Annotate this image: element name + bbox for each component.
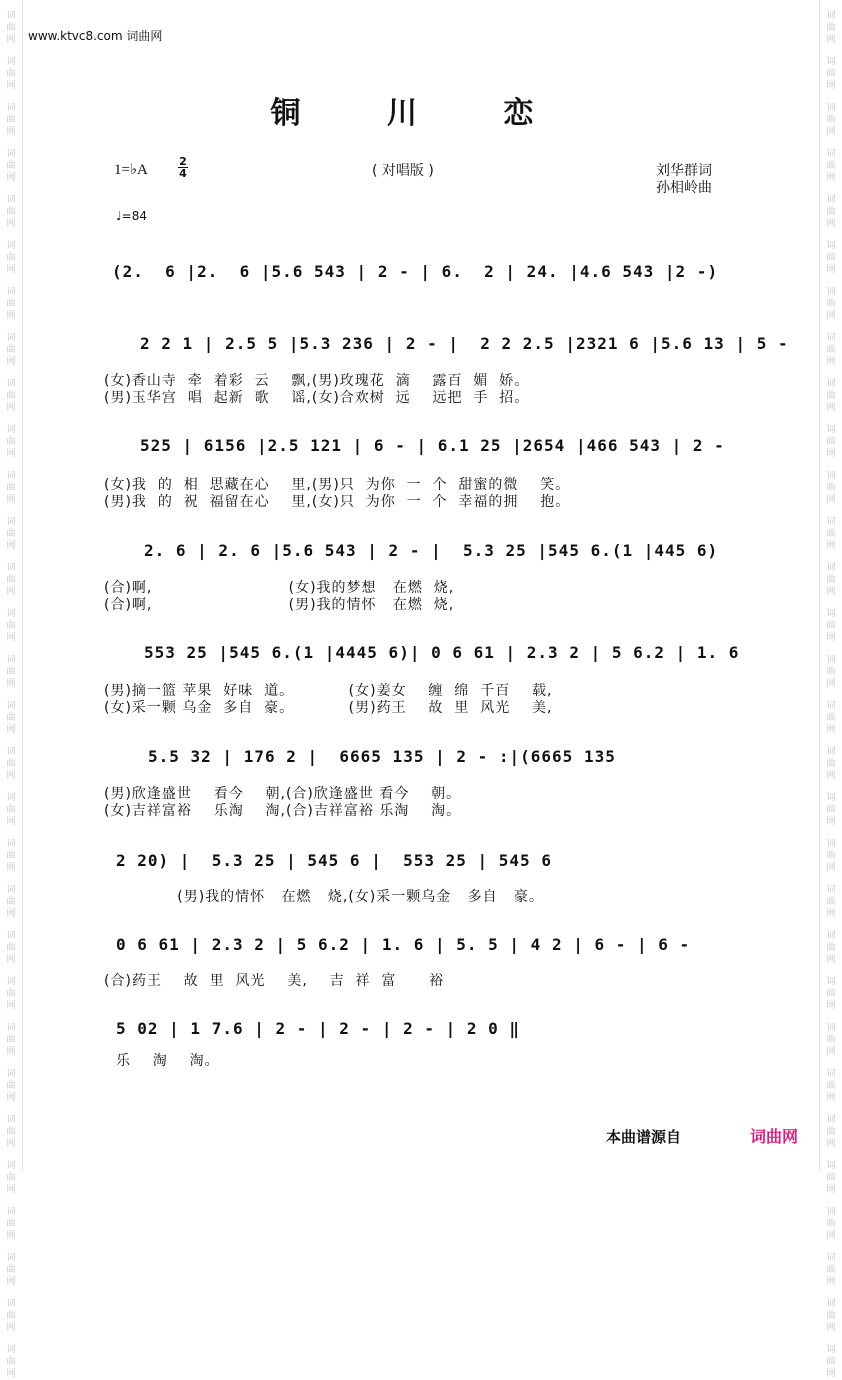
watermark-text: 词曲网 bbox=[826, 149, 836, 183]
notation-line: 0 6 61 | 2.3 2 | 5 6.2 | 1. 6 | 5. 5 | 4 2 | 6 - | 6 - bbox=[116, 935, 691, 954]
watermark-text: 词曲网 bbox=[826, 977, 836, 1011]
watermark-text: 词曲网 bbox=[6, 655, 16, 689]
watermark-text: 词曲网 bbox=[6, 885, 16, 919]
watermark-text: 词曲网 bbox=[826, 793, 836, 827]
meter-bottom: 4 bbox=[179, 167, 187, 180]
lyric-line: (女)我 的 相 思藏在心 里,(男)只 为你 一 个 甜蜜的微 笑。 bbox=[104, 477, 571, 493]
notation-line: (2. 6 |2. 6 |5.6 543 | 2 - | 6. 2 | 24. |4.6 543 |2 -) bbox=[112, 262, 719, 281]
credits bbox=[656, 163, 712, 197]
left-watermark-strip bbox=[0, 0, 23, 1379]
watermark-text: 词曲网 bbox=[6, 11, 16, 45]
lyricist: 刘华群词 bbox=[656, 163, 712, 179]
lyric-line: (男)我的情怀 在燃 烧,(女)采一颗乌金 多自 豪。 bbox=[150, 889, 544, 905]
watermark-text: 词曲网 bbox=[826, 11, 836, 45]
lyric-line: 乐 淘 淘。 bbox=[116, 1053, 220, 1069]
watermark-text: 词曲网 bbox=[826, 1161, 836, 1195]
watermark-text: 词曲网 bbox=[6, 103, 16, 137]
notation-line: 5 02 | 1 7.6 | 2 - | 2 - | 2 - | 2 0 ‖ bbox=[116, 1019, 521, 1038]
watermark-text: 词曲网 bbox=[6, 195, 16, 229]
watermark-text: 词曲网 bbox=[826, 1115, 836, 1149]
watermark-text: 词曲网 bbox=[6, 1023, 16, 1057]
watermark-text: 词曲网 bbox=[826, 839, 836, 873]
lyric-line: (男)我 的 祝 福留在心 里,(女)只 为你 一 个 幸福的拥 抱。 bbox=[104, 494, 571, 510]
notation-line: 553 25 |545 6.(1 |4445 6)| 0 6 61 | 2.3 2 | 5 6.2 | 1. 6 bbox=[144, 643, 740, 662]
notation-line: 2 20) | 5.3 25 | 545 6 | 553 25 | 545 6 bbox=[116, 851, 552, 870]
watermark-text: 词曲网 bbox=[826, 1345, 836, 1379]
site-url: www.ktvc8.com 词曲网 bbox=[28, 29, 163, 43]
watermark-text: 词曲网 bbox=[826, 425, 836, 459]
watermark-text: 词曲网 bbox=[826, 1299, 836, 1333]
key-signature: 1=♭A bbox=[114, 162, 148, 178]
lyric-line: (男)欣逢盛世 看今 朝,(合)欣逢盛世 看今 朝。 bbox=[104, 786, 462, 802]
watermark-text: 词曲网 bbox=[6, 517, 16, 551]
watermark-text: 词曲网 bbox=[6, 747, 16, 781]
watermark-text: 词曲网 bbox=[826, 1023, 836, 1057]
watermark-text: 词曲网 bbox=[826, 747, 836, 781]
watermark-text: 词曲网 bbox=[826, 1253, 836, 1287]
watermark-text: 词曲网 bbox=[6, 1069, 16, 1103]
brand-link[interactable]: 词曲网 bbox=[750, 1127, 799, 1146]
tempo-marking: ♩=84 bbox=[116, 209, 147, 223]
lyric-line: (女)吉祥富裕 乐淘 淘,(合)吉祥富裕 乐淘 淘。 bbox=[104, 803, 462, 819]
watermark-text: 词曲网 bbox=[6, 793, 16, 827]
watermark-text: 词曲网 bbox=[6, 609, 16, 643]
notation-line: 2 2 1 | 2.5 5 |5.3 236 | 2 - | 2 2 2.5 |2321 6 |5.6 13 | 5 - bbox=[140, 334, 789, 353]
watermark-text: 词曲网 bbox=[826, 931, 836, 965]
watermark-text: 词曲网 bbox=[6, 149, 16, 183]
time-signature bbox=[178, 156, 188, 179]
watermark-text: 词曲网 bbox=[6, 379, 16, 413]
watermark-text: 词曲网 bbox=[826, 333, 836, 367]
notation-line: 525 | 6156 |2.5 121 | 6 - | 6.1 25 |2654 |466 543 | 2 - bbox=[140, 436, 725, 455]
notation-line: 5.5 32 | 176 2 | 6665 135 | 2 - :|(6665 135 bbox=[148, 747, 616, 766]
version-label: ( 对唱版 ) bbox=[372, 163, 434, 179]
lyric-line: (男)玉华宫 唱 起新 歌 谣,(女)合欢树 远 远把 手 招。 bbox=[104, 390, 530, 406]
lyric-line: (男)摘一篮 苹果 好味 道。 (女)姜女 缠 绵 千百 载, bbox=[104, 683, 553, 699]
watermark-text: 词曲网 bbox=[826, 379, 836, 413]
song-title: 铜 川 恋 bbox=[270, 96, 572, 131]
watermark-text: 词曲网 bbox=[826, 655, 836, 689]
watermark-text: 词曲网 bbox=[826, 609, 836, 643]
watermark-text: 词曲网 bbox=[6, 931, 16, 965]
watermark-text: 词曲网 bbox=[826, 1207, 836, 1241]
source-label: 本曲谱源自 bbox=[606, 1128, 682, 1146]
watermark-text: 词曲网 bbox=[6, 563, 16, 597]
watermark-text: 词曲网 bbox=[6, 839, 16, 873]
watermark-text: 词曲网 bbox=[826, 1069, 836, 1103]
watermark-text: 词曲网 bbox=[6, 1299, 16, 1333]
composer: 孙相岭曲 bbox=[656, 180, 712, 196]
watermark-text: 词曲网 bbox=[6, 333, 16, 367]
notation-line: 2. 6 | 2. 6 |5.6 543 | 2 - | 5.3 25 |545 6.(1 |445 6) bbox=[144, 541, 719, 560]
lyric-line: (女)香山寺 牵 着彩 云 飘,(男)玫瑰花 滴 露百 媚 娇。 bbox=[104, 373, 530, 389]
watermark-text: 词曲网 bbox=[826, 517, 836, 551]
watermark-text: 词曲网 bbox=[6, 701, 16, 735]
watermark-text: 词曲网 bbox=[826, 57, 836, 91]
watermark-text: 词曲网 bbox=[6, 1161, 16, 1195]
watermark-text: 词曲网 bbox=[826, 241, 836, 275]
watermark-text: 词曲网 bbox=[6, 1253, 16, 1287]
watermark-text: 词曲网 bbox=[6, 977, 16, 1011]
watermark-text: 词曲网 bbox=[826, 563, 836, 597]
watermark-text: 词曲网 bbox=[6, 287, 16, 321]
watermark-text: 词曲网 bbox=[826, 701, 836, 735]
watermark-text: 词曲网 bbox=[826, 471, 836, 505]
watermark-text: 词曲网 bbox=[826, 195, 836, 229]
lyric-line: (合)药王 故 里 风光 美, 吉 祥 富 裕 bbox=[104, 973, 445, 989]
lyric-line: (合)啊, (女)我的梦想 在燃 烧, bbox=[104, 580, 455, 596]
lyric-line: (女)采一颗 乌金 多自 豪。 (男)药王 故 里 风光 美, bbox=[104, 700, 553, 716]
watermark-text: 词曲网 bbox=[826, 885, 836, 919]
watermark-text: 词曲网 bbox=[6, 471, 16, 505]
watermark-text: 词曲网 bbox=[826, 287, 836, 321]
watermark-text: 词曲网 bbox=[6, 241, 16, 275]
watermark-text: 词曲网 bbox=[6, 1207, 16, 1241]
watermark-text: 词曲网 bbox=[6, 1115, 16, 1149]
watermark-text: 词曲网 bbox=[6, 425, 16, 459]
watermark-text: 词曲网 bbox=[826, 103, 836, 137]
meter-top: 2 bbox=[179, 155, 187, 168]
lyric-line: (合)啊, (男)我的情怀 在燃 烧, bbox=[104, 597, 455, 613]
watermark-text: 词曲网 bbox=[6, 57, 16, 91]
watermark-text: 词曲网 bbox=[6, 1345, 16, 1379]
right-watermark-strip bbox=[819, 0, 842, 1379]
